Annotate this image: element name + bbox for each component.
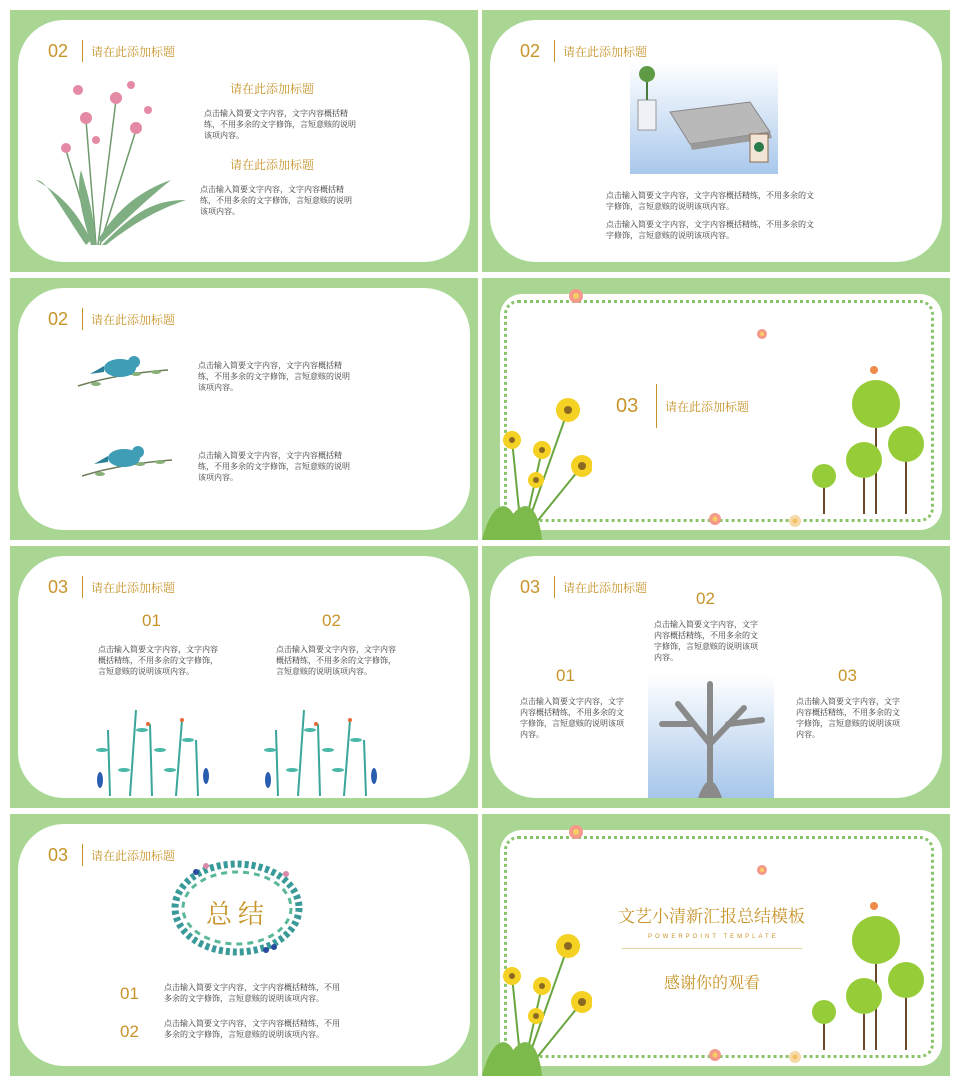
section-header	[48, 844, 175, 866]
section-number: 03	[48, 844, 69, 865]
section-title: 请在此添加标题	[665, 399, 750, 414]
flower-icon	[568, 824, 584, 840]
block-1-subtitle: 请在此添加标题	[230, 82, 315, 96]
block-1-body: 点击输入简要文字内容，文字内容概括精练，不用多余的文字修饰，言短意赅的说明该项内容。	[204, 109, 356, 140]
section-number: 03	[616, 394, 639, 417]
section-title: 请在此添加标题	[91, 312, 176, 327]
grass-plants-illustration	[90, 700, 220, 796]
header-divider	[82, 40, 83, 62]
block-01-body: 点击输入简要文字内容，文字内容概括精练，不用多余的文字修饰，言短意赅的说明该项内容。	[520, 697, 624, 739]
slide-2[interactable]	[482, 10, 950, 272]
slide-6[interactable]	[482, 546, 950, 808]
thanks-text: 感谢你的观看	[664, 973, 761, 992]
block-1-body: 点击输入简要文字内容，文字内容概括精练，不用多余的文字修饰，言短意赅的说明该项内容。	[98, 645, 218, 676]
header-divider	[82, 308, 83, 330]
flower-icon	[788, 514, 802, 528]
section-header	[616, 384, 749, 428]
block-02-body: 点击输入简要文字内容，文字内容概括精练，不用多余的文字修饰，言短意赅的说明该项内容。	[654, 620, 758, 662]
block-1-body: 点击输入简要文字内容，文字内容概括精练，不用多余的文字修饰，言短意赅的说明该项内容。	[198, 361, 350, 392]
grass-plants-illustration	[258, 700, 388, 796]
block-2-body: 点击输入简要文字内容，文字内容概括精练，不用多余的文字修饰，言短意赅的说明该项内容。	[276, 645, 396, 676]
header-divider	[82, 844, 83, 866]
section-title: 请在此添加标题	[91, 848, 176, 863]
pink-flowers-illustration	[36, 60, 186, 250]
section-number: 03	[48, 576, 69, 597]
flower-icon	[708, 1048, 722, 1062]
header-divider	[554, 40, 555, 62]
section-number: 02	[48, 40, 69, 61]
sunflowers-illustration	[482, 390, 592, 540]
dotted-trees-illustration	[806, 364, 926, 524]
header-divider	[554, 576, 555, 598]
block-2-number: 02	[322, 611, 341, 630]
block-2-number: 02	[120, 1022, 139, 1041]
laptop-desk-photo	[630, 62, 778, 174]
slide-card	[490, 20, 942, 262]
section-number: 03	[520, 576, 541, 597]
main-title: 文艺小清新汇报总结模板	[618, 907, 805, 927]
section-title: 请在此添加标题	[563, 44, 648, 59]
block-01-number: 01	[556, 666, 575, 685]
flower-icon	[756, 864, 768, 876]
header-divider	[656, 384, 657, 428]
sunflowers-illustration	[482, 926, 592, 1076]
slide-card	[18, 288, 470, 530]
section-header	[48, 576, 175, 598]
slide-card	[490, 556, 942, 798]
block-02-number: 02	[696, 589, 715, 608]
slide-8[interactable]	[482, 814, 950, 1076]
header-divider	[82, 576, 83, 598]
block-2-body: 点击输入简要文字内容，文字内容概括精练，不用多余的文字修饰，言短意赅的说明该项内容。	[606, 220, 814, 240]
dotted-trees-illustration	[806, 900, 926, 1060]
section-header	[48, 40, 175, 62]
title-divider	[622, 948, 802, 949]
block-1-number: 01	[142, 611, 161, 630]
slide-7[interactable]	[10, 814, 478, 1076]
section-number: 02	[48, 308, 69, 329]
section-number: 02	[520, 40, 541, 61]
tagline: POWERPOINT TEMPLATE	[648, 934, 779, 940]
slide-card	[18, 556, 470, 798]
section-header	[520, 576, 647, 598]
section-title: 请在此添加标题	[91, 580, 176, 595]
block-03-body: 点击输入简要文字内容，文字内容概括精练，不用多余的文字修饰，言短意赅的说明该项内容。	[796, 697, 900, 739]
block-2-body: 点击输入简要文字内容，文字内容概括精练，不用多余的文字修饰，言短意赅的说明该项内容。	[200, 185, 352, 216]
section-header	[520, 40, 647, 62]
blue-bird-icon	[76, 352, 172, 392]
block-2-subtitle: 请在此添加标题	[230, 158, 315, 172]
slide-1[interactable]	[10, 10, 478, 272]
blue-bird-icon	[80, 442, 176, 482]
section-header	[48, 308, 175, 330]
block-1-number: 01	[120, 984, 139, 1003]
wreath-title: 总结	[206, 900, 271, 930]
section-title: 请在此添加标题	[563, 580, 648, 595]
slide-card	[18, 20, 470, 262]
slide-5[interactable]	[10, 546, 478, 808]
slide-card	[18, 824, 470, 1066]
slide-3[interactable]	[10, 278, 478, 540]
section-title: 请在此添加标题	[91, 44, 176, 59]
block-1-body: 点击输入简要文字内容，文字内容概括精练，不用多余的文字修饰，言短意赅的说明该项内容。	[606, 191, 814, 211]
flower-icon	[568, 288, 584, 304]
block-2-body: 点击输入简要文字内容，文字内容概括精练，不用多余的文字修饰，言短意赅的说明该项内容。	[164, 1019, 340, 1039]
flower-icon	[708, 512, 722, 526]
block-03-number: 03	[838, 666, 857, 685]
block-2-body: 点击输入简要文字内容，文字内容概括精练，不用多余的文字修饰，言短意赅的说明该项内容。	[198, 451, 350, 482]
block-1-body: 点击输入简要文字内容，文字内容概括精练，不用多余的文字修饰，言短意赅的说明该项内容。	[164, 983, 340, 1003]
slide-4[interactable]	[482, 278, 950, 540]
flower-icon	[788, 1050, 802, 1064]
bare-tree-photo	[648, 674, 774, 798]
flower-icon	[756, 328, 768, 340]
